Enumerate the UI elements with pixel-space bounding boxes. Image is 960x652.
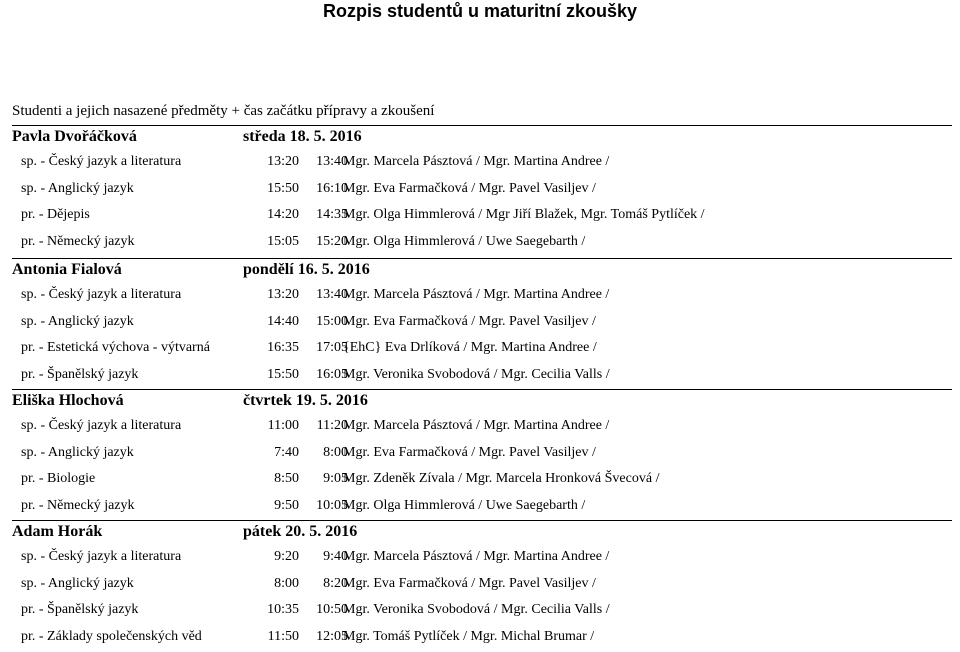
page-subtitle: Studenti a jejich nasazené předměty + čas začátku přípravy a zkoušení: [12, 103, 435, 119]
examiners: Mgr. Marcela Pásztová / Mgr. Martina Andree /: [343, 154, 610, 169]
subject-name: pr. - Biologie: [21, 471, 96, 486]
exam-date: pondělí 16. 5. 2016: [243, 261, 370, 278]
subject-row: [12, 470, 952, 494]
prep-start-time: 14:40: [267, 314, 299, 329]
subject-row: [12, 366, 952, 390]
exam-start-time: 16:10: [316, 181, 348, 196]
exam-start-time: 15:00: [316, 314, 348, 329]
prep-start-time: 10:35: [267, 602, 299, 617]
subject-name: sp. - Český jazyk a literatura: [21, 287, 182, 302]
prep-start-time: 15:50: [267, 367, 299, 382]
examiners: Mgr. Olga Himmlerová / Uwe Saegebarth /: [343, 234, 586, 249]
student-divider: [12, 520, 952, 521]
examiners: Mgr. Eva Farmačková / Mgr. Pavel Vasiljev /: [343, 445, 596, 460]
examiners: Mgr. Veronika Svobodová / Mgr. Cecilia Valls /: [343, 367, 610, 382]
subject-row: [12, 628, 952, 652]
subject-row: [12, 444, 952, 468]
prep-start-time: 9:50: [274, 498, 299, 513]
subject-name: sp. - Anglický jazyk: [21, 314, 134, 329]
subject-name: pr. - Německý jazyk: [21, 234, 135, 249]
examiners: Mgr. Olga Himmlerová / Mgr Jiří Blažek, Mgr. Tomáš Pytlíček /: [343, 207, 705, 222]
exam-start-time: 12:05: [316, 629, 348, 644]
examiners: Mgr. Eva Farmačková / Mgr. Pavel Vasiljev /: [343, 576, 596, 591]
subject-row: [12, 233, 952, 257]
subject-name: sp. - Anglický jazyk: [21, 445, 134, 460]
prep-start-time: 14:20: [267, 207, 299, 222]
subject-row: [12, 180, 952, 204]
subject-name: pr. - Estetická výchova - výtvarná: [21, 340, 210, 355]
prep-start-time: 8:00: [274, 576, 299, 591]
subject-row: [12, 286, 952, 310]
page-title: Rozpis studentů u maturitní zkoušky: [322, 1, 638, 21]
subject-row: [12, 153, 952, 177]
exam-start-time: 10:05: [316, 498, 348, 513]
prep-start-time: 13:20: [267, 287, 299, 302]
prep-start-time: 13:20: [267, 154, 299, 169]
subject-name: sp. - Anglický jazyk: [21, 576, 134, 591]
prep-start-time: 11:50: [267, 629, 299, 644]
prep-start-time: 15:05: [267, 234, 299, 249]
examiners: Mgr. Eva Farmačková / Mgr. Pavel Vasiljev /: [343, 314, 596, 329]
student-divider: [12, 125, 952, 126]
examiners: Mgr. Marcela Pásztová / Mgr. Martina Andree /: [343, 418, 610, 433]
exam-start-time: 10:50: [316, 602, 348, 617]
exam-start-time: 8:00: [323, 445, 348, 460]
subject-name: pr. - Dějepis: [21, 207, 90, 222]
exam-date: čtvrtek 19. 5. 2016: [243, 392, 368, 409]
subject-row: [12, 497, 952, 521]
prep-start-time: 15:50: [267, 181, 299, 196]
exam-start-time: 8:20: [323, 576, 348, 591]
subject-row: [12, 417, 952, 441]
student-name: Antonia Fialová: [12, 261, 122, 278]
prep-start-time: 16:35: [267, 340, 299, 355]
examiners: Mgr. Tomáš Pytlíček / Mgr. Michal Brumar /: [343, 629, 595, 644]
examiners: Mgr. Eva Farmačková / Mgr. Pavel Vasiljev /: [343, 181, 596, 196]
examiners: Mgr. Zdeněk Zívala / Mgr. Marcela Hronková Švecová /: [343, 471, 660, 486]
subject-name: sp. - Český jazyk a literatura: [21, 154, 182, 169]
prep-start-time: 7:40: [274, 445, 299, 460]
subject-name: sp. - Český jazyk a literatura: [21, 549, 182, 564]
exam-start-time: 17:05: [316, 340, 348, 355]
examiners: Mgr. Veronika Svobodová / Mgr. Cecilia Valls /: [343, 602, 610, 617]
subject-name: sp. - Český jazyk a literatura: [21, 418, 182, 433]
exam-start-time: 13:40: [316, 154, 348, 169]
prep-start-time: 9:20: [274, 549, 299, 564]
subject-name: sp. - Anglický jazyk: [21, 181, 134, 196]
student-name: Adam Horák: [12, 523, 103, 540]
prep-start-time: 11:00: [267, 418, 299, 433]
subject-row: [12, 339, 952, 363]
subject-name: pr. - Základy společenských věd: [21, 629, 202, 644]
prep-start-time: 8:50: [274, 471, 299, 486]
student-divider: [12, 389, 952, 390]
examiners: Mgr. Marcela Pásztová / Mgr. Martina Andree /: [343, 549, 610, 564]
exam-start-time: 11:20: [316, 418, 348, 433]
student-name: Pavla Dvořáčková: [12, 128, 137, 145]
exam-start-time: 16:05: [316, 367, 348, 382]
exam-start-time: 9:05: [323, 471, 348, 486]
exam-date: středa 18. 5. 2016: [243, 128, 362, 145]
subject-name: pr. - Španělský jazyk: [21, 602, 139, 617]
subject-name: pr. - Španělský jazyk: [21, 367, 139, 382]
subject-row: [12, 575, 952, 599]
subject-row: [12, 313, 952, 337]
examiners: {EhC} Eva Drlíková / Mgr. Martina Andree /: [343, 340, 597, 355]
student-divider: [12, 258, 952, 259]
exam-start-time: 15:20: [316, 234, 348, 249]
exam-start-time: 9:40: [323, 549, 348, 564]
exam-start-time: 13:40: [316, 287, 348, 302]
subject-name: pr. - Německý jazyk: [21, 498, 135, 513]
exam-start-time: 14:35: [316, 207, 348, 222]
examiners: Mgr. Marcela Pásztová / Mgr. Martina Andree /: [343, 287, 610, 302]
subject-row: [12, 601, 952, 625]
student-name: Eliška Hlochová: [12, 392, 124, 409]
subject-row: [12, 206, 952, 230]
exam-date: pátek 20. 5. 2016: [243, 523, 358, 540]
subject-row: [12, 548, 952, 572]
examiners: Mgr. Olga Himmlerová / Uwe Saegebarth /: [343, 498, 586, 513]
